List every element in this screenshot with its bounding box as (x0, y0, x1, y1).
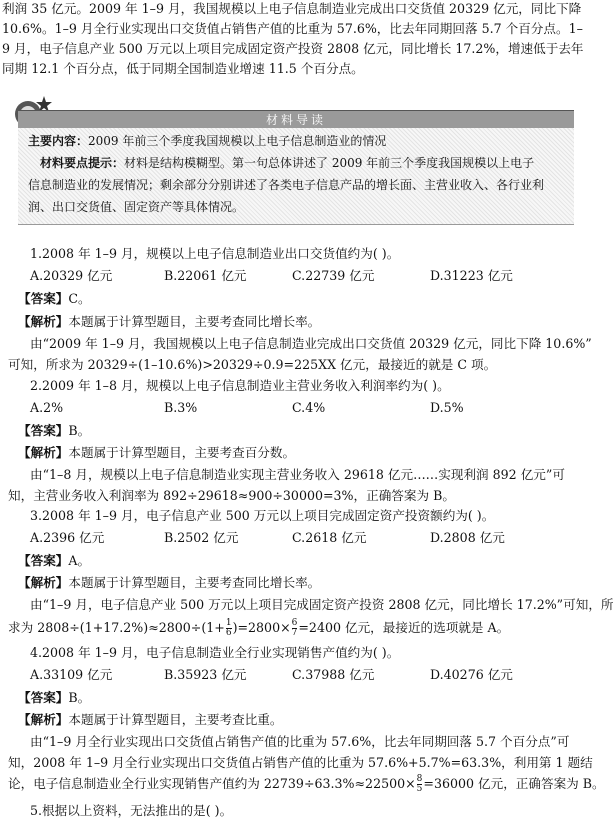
q3-fraction-1 (226, 619, 232, 638)
q3-fraction-2 (292, 619, 298, 638)
q1-explanation (18, 313, 574, 331)
q4-fraction-numerator: 8 (416, 774, 423, 784)
q1-exp-line-1: 由“2009 年 1–9 月，我国规模以上电子信息制造业完成出口交货值 20329 亿元，同比下降 10.6%” (30, 336, 592, 351)
guide-points-line (40, 154, 566, 172)
q3-explanation-text: 本题属于计算型题目，主要考查同比增长率。 (68, 575, 321, 590)
q3-fraction-2-numerator: 6 (291, 618, 298, 628)
q3-explanation-label: 【解析】 (18, 575, 69, 590)
q4-explanation (18, 711, 574, 729)
q4-stem: 4.2008 年 1–9 月，电子信息制造业全行业实现销售产值约为( )。 (30, 645, 400, 660)
q2-option-a: A.2% (30, 400, 64, 415)
intro-line-4: 同期 12.1 个百分点，低于同期全国制造业增速 11.5 个百分点。 (2, 61, 364, 76)
q2-answer (18, 422, 574, 440)
q1-option-a: A.20329 亿元 (30, 268, 113, 283)
q2-explanation-text: 本题属于计算型题目，主要考查百分数。 (68, 445, 296, 460)
q1-answer-label: 【答案】 (18, 291, 69, 306)
q4-option-d: D.40276 亿元 (430, 667, 513, 682)
q2-option-c: C.4% (292, 400, 326, 415)
q3-answer-value: A。 (68, 553, 91, 568)
q4-exp-line-2: 知，2008 年 1–9 月全行业实现出口交货值占销售产值的比重为 57.6%+5.7%=63.3%，利用第 1 题结 (8, 755, 593, 770)
q4-answer (18, 689, 574, 707)
section-header (18, 110, 574, 130)
q1-explanation-text: 本题属于计算型题目，主要考查同比增长率。 (68, 314, 321, 329)
reading-guide-box (18, 128, 574, 225)
q1-option-b: B.22061 亿元 (164, 268, 247, 283)
q2-option-d: D.5% (430, 400, 464, 415)
q4-fraction-denominator: 5 (416, 784, 423, 794)
q5-stem: 5.根据以上资料，无法推出的是( )。 (30, 803, 233, 818)
q3-exp-line-1: 由“1–9 月，电子信息产业 500 万元以上项目完成固定资产投资 2808 亿元，同比增长 17.2%”可知，所 (30, 597, 614, 612)
q4-answer-value: B。 (68, 690, 91, 705)
q4-fraction (417, 775, 423, 794)
q3-fraction-1-numerator: 1 (225, 618, 232, 628)
guide-points-text-1: 材料是结构模糊型。第一句总体讲述了 2009 年前三个季度我国规模以上电子 (124, 156, 535, 170)
q4-exp-part-2: =36000 亿元，正确答案为 B。 (423, 776, 605, 791)
q3-exp-part-3: =2400 亿元，最接近的选项就是 A。 (298, 620, 510, 635)
guide-content-label: 主要内容： (28, 134, 89, 148)
q1-stem: 1.2008 年 1–9 月，规模以上电子信息制造业出口交货值约为( )。 (30, 246, 400, 261)
q3-exp-part-1: 求为 2808÷(1+17.2%)≈2800÷(1+ (8, 620, 225, 635)
guide-points-text-3: 润、出口交货值、固定资产等具体情况。 (28, 200, 245, 214)
q1-option-c: C.22739 亿元 (292, 268, 375, 283)
q4-explanation-text: 本题属于计算型题目，主要考查比重。 (68, 712, 283, 727)
q1-answer-value: C。 (68, 291, 91, 306)
q3-option-a: A.2396 亿元 (30, 530, 105, 545)
q2-stem: 2.2009 年 1–8 月，规模以上电子信息制造业主营业务收入利润率约为( )。 (30, 378, 450, 393)
intro-line-2: 10.6%。1–9 月全行业实现出口交货值占销售产值的比重为 57.6%，比去年同期回落 5.7 个百分点。1– (2, 21, 583, 36)
guide-content-text: 2009 年前三个季度我国规模以上电子信息制造业的情况 (88, 134, 387, 148)
q4-explanation-label: 【解析】 (18, 712, 69, 727)
q4-option-b: B.35923 亿元 (164, 667, 247, 682)
q3-explanation (18, 574, 574, 592)
q3-fraction-1-denominator: 6 (225, 628, 232, 638)
q2-answer-value: B。 (68, 423, 91, 438)
q2-answer-label: 【答案】 (18, 423, 69, 438)
q3-fraction-2-denominator: 7 (291, 628, 298, 638)
q1-option-d: D.31223 亿元 (430, 268, 513, 283)
q4-answer-label: 【答案】 (18, 690, 69, 705)
intro-line-3: 9 月，电子信息产业 500 万元以上项目完成固定资产投资 2808 亿元，同比增长 17.2%，增速低于去年 (2, 41, 584, 56)
q1-exp-line-2: 可知，所求为 20329÷(1–10.6%)>20329÷0.9=225XX 亿元，最接近的就是 C 项。 (8, 357, 497, 372)
q2-explanation (18, 444, 574, 462)
q1-explanation-label: 【解析】 (18, 314, 69, 329)
q1-answer (18, 290, 574, 308)
q3-option-b: B.2502 亿元 (164, 530, 239, 545)
q3-option-c: C.2618 亿元 (292, 530, 367, 545)
q3-option-d: D.2808 亿元 (430, 530, 505, 545)
section-title: 材料导读 (265, 113, 326, 127)
q3-stem: 3.2008 年 1–9 月，电子信息产业 500 万元以上项目完成固定资产投资额约为( )。 (30, 508, 495, 523)
q2-exp-line-2: 知，主营业务收入利润率为 892÷29618≈900÷30000=3%，正确答案为 B。 (8, 488, 455, 503)
guide-points-label: 材料要点提示： (40, 156, 125, 170)
q3-exp-part-2: )=2800× (232, 620, 291, 635)
q4-exp-part-1: 论，电子信息制造业全行业实现销售产值约为 22739÷63.3%≈22500× (8, 776, 416, 791)
q2-explanation-label: 【解析】 (18, 445, 69, 460)
q4-exp-line-3 (8, 772, 605, 796)
q2-exp-line-1: 由“1–8 月，规模以上电子信息制造业实现主营业务收入 29618 亿元……实现利润 892 亿元”可 (30, 467, 565, 482)
q3-answer-label: 【答案】 (18, 553, 69, 568)
guide-content-line (28, 132, 566, 150)
q4-option-c: C.37988 亿元 (292, 667, 375, 682)
q4-exp-line-1: 由“1–9 月全行业实现出口交货值占销售产值的比重为 57.6%，比去年同期回落 5.7 个百分点”可 (30, 734, 570, 749)
guide-points-text-2: 信息制造业的发展情况；剩余部分分别讲述了各类电子信息产品的增长面、主营业收入、各行业利 (28, 178, 545, 192)
q3-answer (18, 552, 574, 570)
q4-option-a: A.33109 亿元 (30, 667, 113, 682)
intro-line-1: 利润 35 亿元。2009 年 1–9 月，我国规模以上电子信息制造业完成出口交货值 20329 亿元，同比下降 (2, 1, 582, 16)
q2-option-b: B.3% (164, 400, 198, 415)
q3-exp-line-2 (8, 616, 574, 640)
